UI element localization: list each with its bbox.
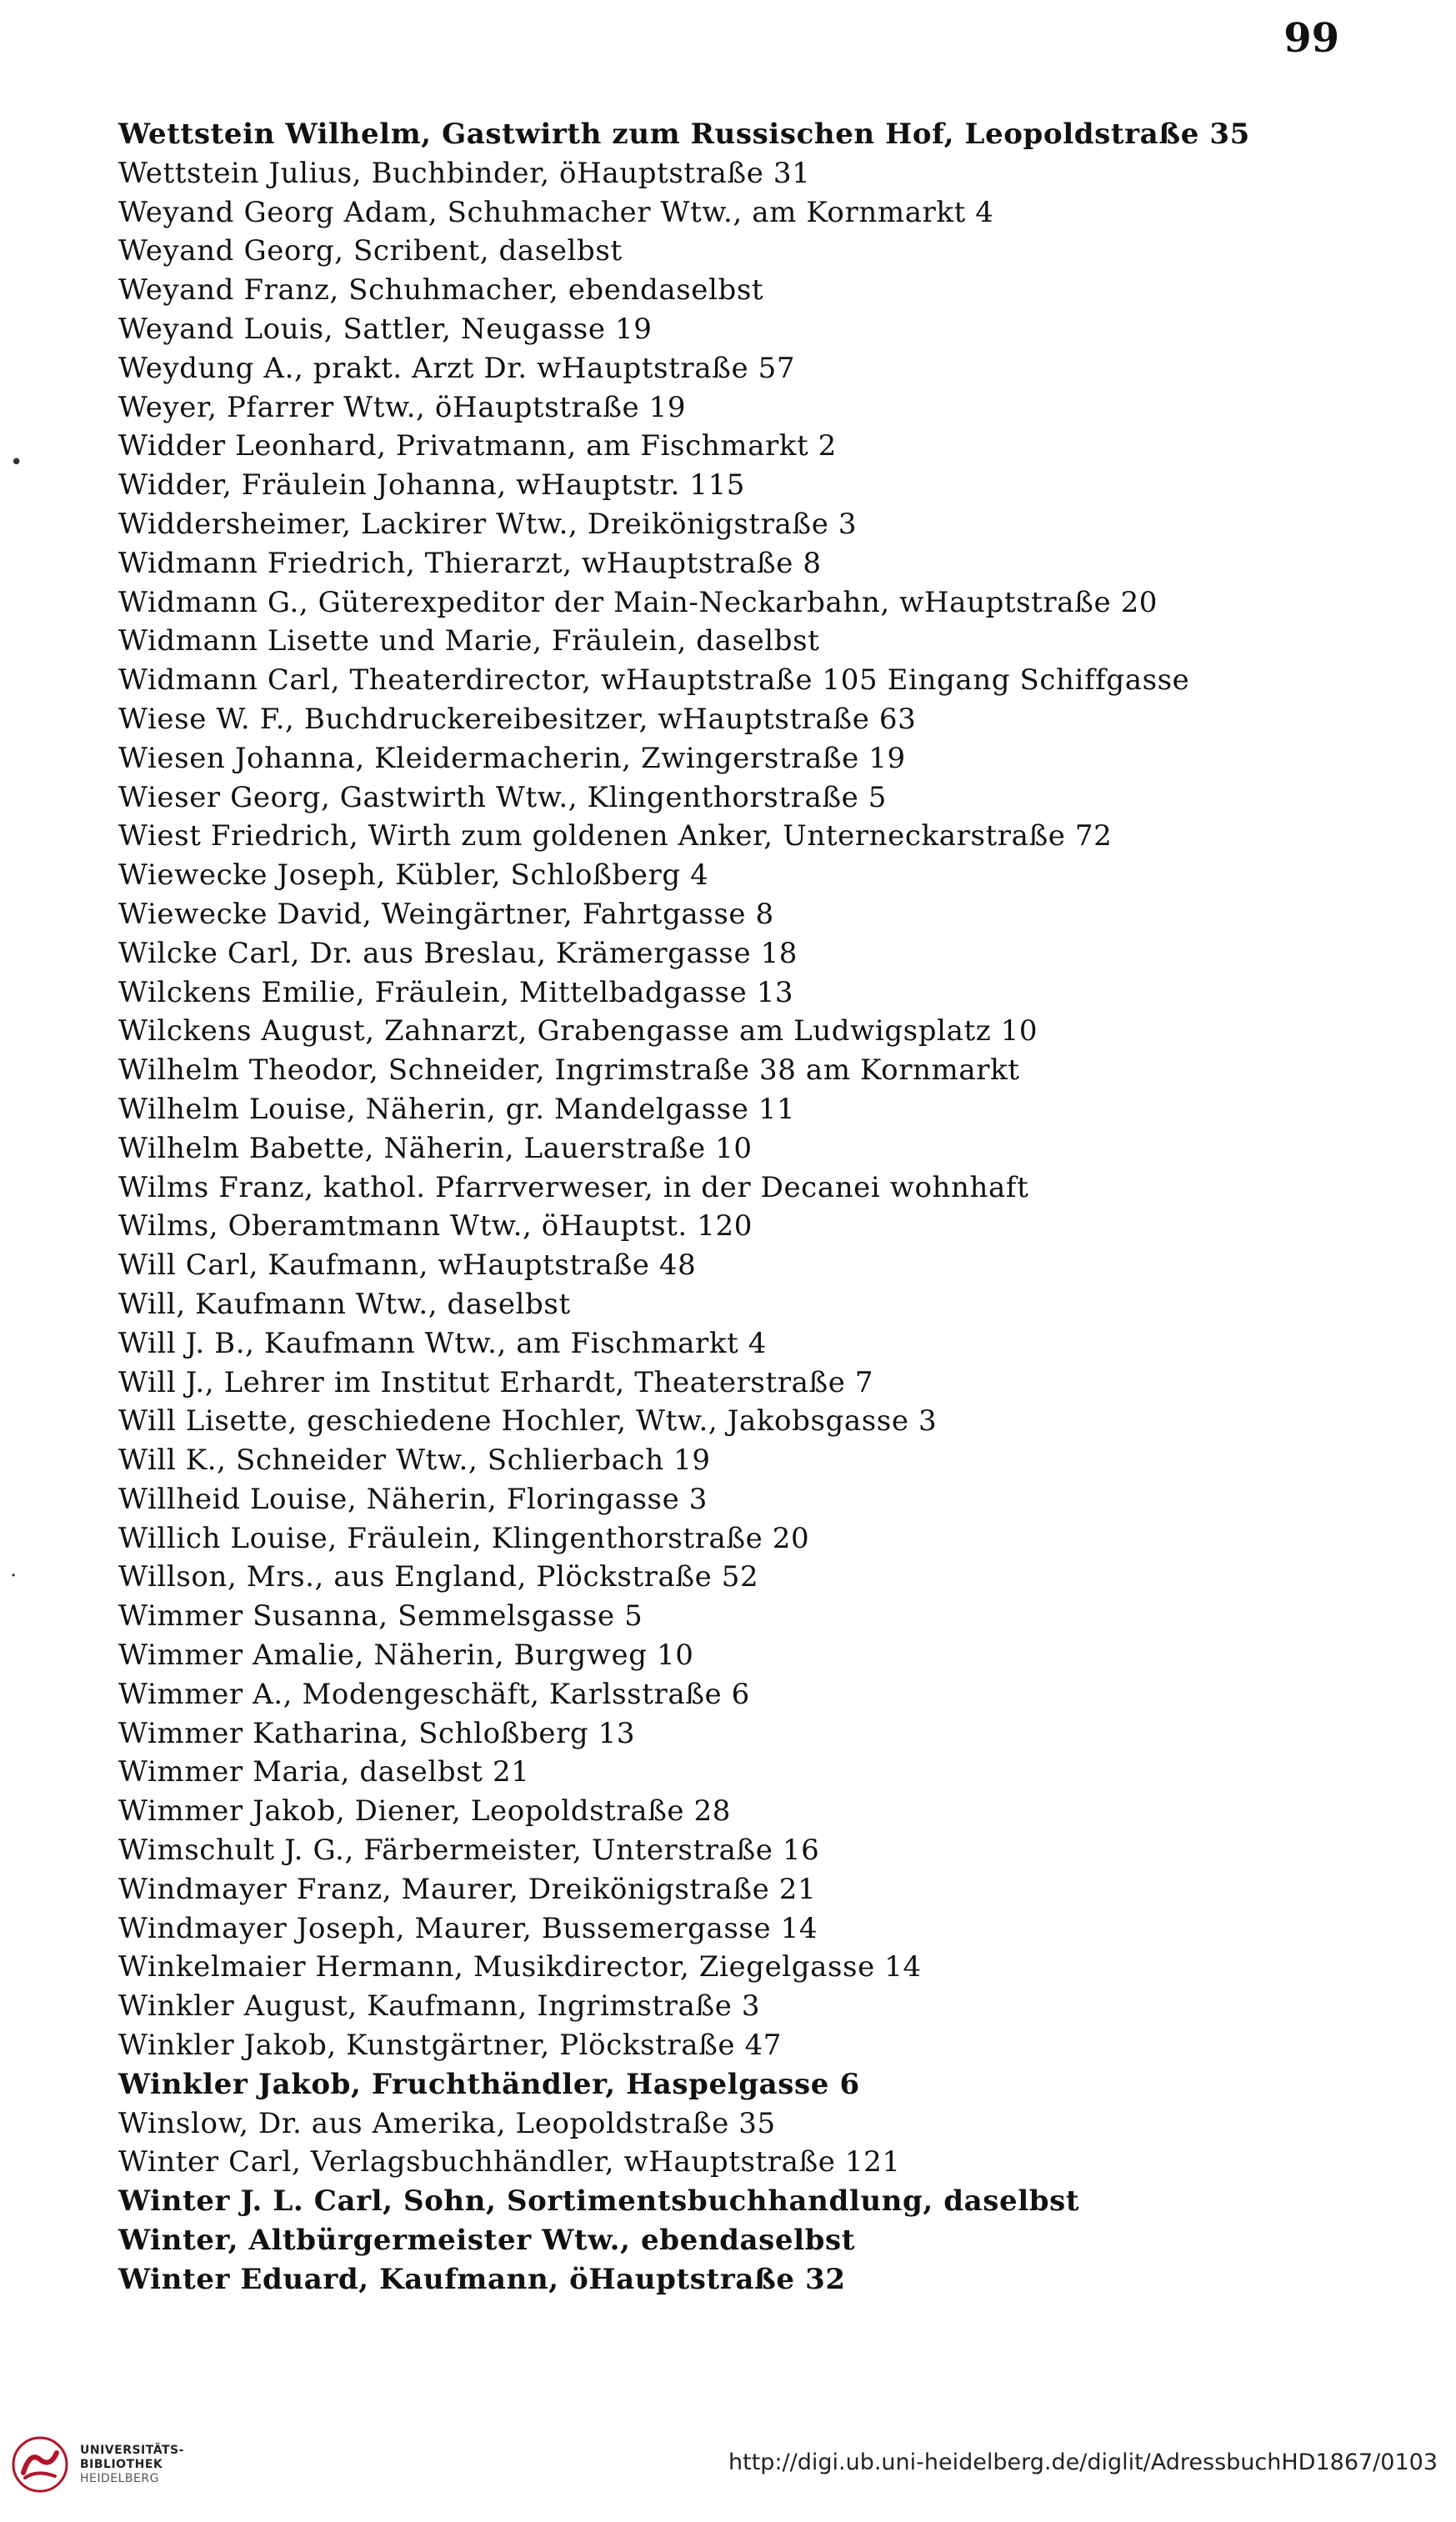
directory-entries <box>118 115 1352 2299</box>
directory-entry: Will J. B., Kaufmann Wtw., am Fischmarkt 4 <box>118 1326 767 1360</box>
library-logo <box>12 2436 184 2493</box>
directory-entry: Will, Kaufmann Wtw., daselbst <box>118 1287 571 1321</box>
directory-entry: Wimschult J. G., Färbermeister, Unterstraße 16 <box>118 1834 820 1868</box>
margin-mark: · <box>10 1564 18 1589</box>
directory-entry: Wimmer Amalie, Näherin, Burgweg 10 <box>118 1639 694 1673</box>
margin-mark: • <box>10 450 23 475</box>
directory-entry: Wimmer Maria, daselbst 21 <box>118 1755 530 1789</box>
directory-entry: Wimmer Jakob, Diener, Leopoldstraße 28 <box>118 1794 732 1829</box>
directory-entry: Winter Carl, Verlagsbuchhändler, wHauptstraße 121 <box>118 2145 901 2179</box>
logo-line-1: UNIVERSITÄTS- <box>80 2443 184 2457</box>
directory-entry: Wilckens Emilie, Fräulein, Mittelbadgasse 13 <box>118 975 794 1009</box>
directory-entry: Widmann Lisette und Marie, Fräulein, daselbst <box>118 624 820 658</box>
directory-entry: Will Lisette, geschiedene Hochler, Wtw., Jakobsgasse 3 <box>118 1404 938 1439</box>
directory-entry: Winslow, Dr. aus Amerika, Leopoldstraße 35 <box>118 2106 776 2140</box>
directory-entry: Wettstein Wilhelm, Gastwirth zum Russischen Hof, Leopoldstraße 35 <box>118 118 1250 151</box>
directory-entry: Wimmer Susanna, Semmelsgasse 5 <box>118 1599 643 1634</box>
page-number: 99 <box>1283 15 1339 62</box>
directory-entry: Willheid Louise, Näherin, Floringasse 3 <box>118 1482 708 1516</box>
directory-entry: Winter, Altbürgermeister Wtw., ebendaselbst <box>118 2224 856 2258</box>
directory-entry: Wiewecke Joseph, Kübler, Schloßberg 4 <box>118 858 709 893</box>
directory-entry: Weydung A., prakt. Arzt Dr. wHauptstraße 57 <box>118 351 796 385</box>
directory-entry: Willson, Mrs., aus England, Plöckstraße 52 <box>118 1560 759 1594</box>
directory-entry: Wettstein Julius, Buchbinder, öHauptstraße 31 <box>118 156 811 190</box>
directory-entry: Widder Leonhard, Privatmann, am Fischmarkt 2 <box>118 429 837 463</box>
directory-entry: Winter J. L. Carl, Sohn, Sortimentsbuchhandlung, daselbst <box>118 2184 1080 2219</box>
university-library-logo-icon <box>12 2436 68 2493</box>
directory-entry: Winter Eduard, Kaufmann, öHauptstraße 32 <box>118 2262 846 2296</box>
directory-entry: Wilms Franz, kathol. Pfarrverweser, in der Decanei wohnhaft <box>118 1170 1029 1204</box>
footer <box>0 2421 1456 2522</box>
directory-entry: Widmann G., Güterexpeditor der Main-Neckarbahn, wHauptstraße 20 <box>118 585 1158 619</box>
source-url-link[interactable]: http://digi.ub.uni-heidelberg.de/diglit/AdressbuchHD1867/0103 <box>728 2449 1438 2475</box>
directory-entry: Wilhelm Louise, Näherin, gr. Mandelgasse 11 <box>118 1092 796 1126</box>
directory-entry: Widmann Carl, Theaterdirector, wHauptstraße 105 Eingang Schiffgasse <box>118 663 1190 698</box>
directory-entry: Willich Louise, Fräulein, Klingenthorstraße 20 <box>118 1521 810 1555</box>
directory-entry: Will J., Lehrer im Institut Erhardt, Theaterstraße 7 <box>118 1365 874 1399</box>
directory-entry: Weyand Georg Adam, Schuhmacher Wtw., am Kornmarkt 4 <box>118 195 994 229</box>
directory-entry: Winkelmaier Hermann, Musikdirector, Ziegelgasse 14 <box>118 1950 922 1984</box>
directory-entry: Winkler August, Kaufmann, Ingrimstraße 3 <box>118 1989 761 2024</box>
directory-entry: Wiesen Johanna, Kleidermacherin, Zwingerstraße 19 <box>118 741 906 775</box>
directory-entry: Windmayer Joseph, Maurer, Bussemergasse 14 <box>118 1911 818 1945</box>
directory-entry: Will Carl, Kaufmann, wHauptstraße 48 <box>118 1248 697 1283</box>
directory-entry: Will K., Schneider Wtw., Schlierbach 19 <box>118 1444 711 1478</box>
directory-entry: Wilckens August, Zahnarzt, Grabengasse am Ludwigsplatz 10 <box>118 1014 1038 1048</box>
logo-line-2: BIBLIOTHEK <box>80 2457 163 2471</box>
directory-entry: Wilhelm Theodor, Schneider, Ingrimstraße 38 am Kornmarkt <box>118 1053 1020 1088</box>
directory-entry: Widdersheimer, Lackirer Wtw., Dreikönigstraße 3 <box>118 507 858 541</box>
directory-entry: Winkler Jakob, Kunstgärtner, Plöckstraße 47 <box>118 2029 782 2063</box>
directory-entry: Wiest Friedrich, Wirth zum goldenen Anker, Unterneckarstraße 72 <box>118 819 1113 853</box>
directory-entry: Wiewecke David, Weingärtner, Fahrtgasse 8 <box>118 897 774 931</box>
directory-entry: Wilcke Carl, Dr. aus Breslau, Krämergasse 18 <box>118 936 798 970</box>
directory-entry: Widder, Fräulein Johanna, wHauptstr. 115 <box>118 468 746 503</box>
directory-entry: Widmann Friedrich, Thierarzt, wHauptstraße 8 <box>118 546 822 580</box>
logo-line-3: HEIDELBERG <box>80 2471 159 2485</box>
directory-entry: Weyand Georg, Scribent, daselbst <box>118 234 623 268</box>
directory-entry: Wiese W. F., Buchdruckereibesitzer, wHauptstraße 63 <box>118 702 917 736</box>
directory-entry: Wilhelm Babette, Näherin, Lauerstraße 10 <box>118 1131 753 1165</box>
directory-entry: Wieser Georg, Gastwirth Wtw., Klingenthorstraße 5 <box>118 780 888 814</box>
directory-entry: Winkler Jakob, Fruchthändler, Haspelgasse 6 <box>118 2067 860 2101</box>
directory-entry: Wimmer Katharina, Schloßberg 13 <box>118 1716 636 1750</box>
directory-entry: Windmayer Franz, Maurer, Dreikönigstraße 21 <box>118 1872 817 1906</box>
directory-entry: Weyand Louis, Sattler, Neugasse 19 <box>118 312 653 346</box>
directory-entry: Wimmer A., Modengeschäft, Karlsstraße 6 <box>118 1677 750 1711</box>
directory-entry: Wilms, Oberamtmann Wtw., öHauptst. 120 <box>118 1209 753 1243</box>
directory-entry: Weyand Franz, Schuhmacher, ebendaselbst <box>118 273 764 308</box>
directory-entry: Weyer, Pfarrer Wtw., öHauptstraße 19 <box>118 390 687 424</box>
